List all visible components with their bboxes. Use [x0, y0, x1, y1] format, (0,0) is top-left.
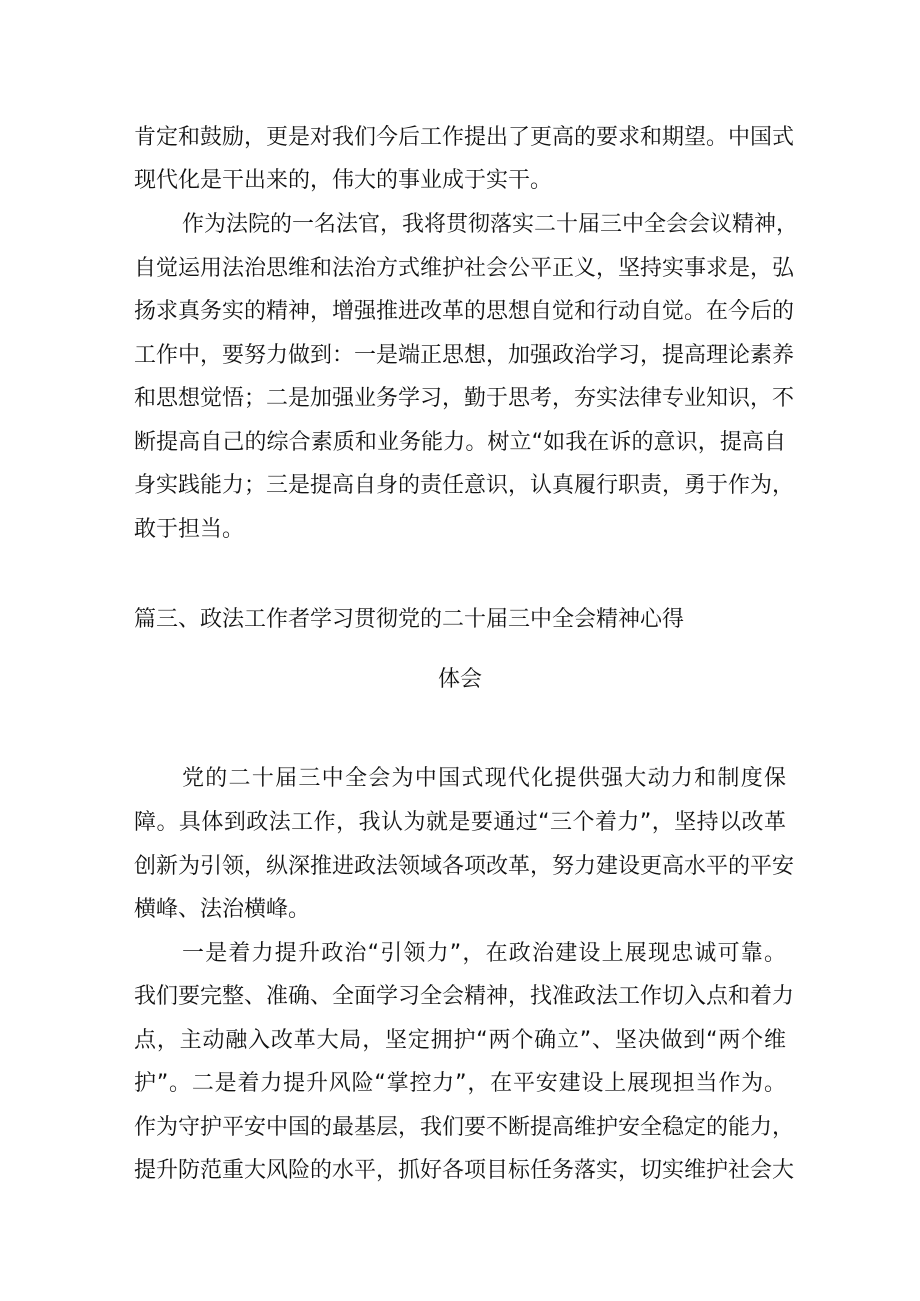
paragraph-line: 一是着力提升政治“引领力”，在政治建设上展现忠诚可靠。 — [182, 941, 786, 966]
paragraph-line: 创新为引领，纵深推进政法领域各项改革，努力建设更高水平的平安 — [134, 854, 795, 879]
paragraph-line: 我们要完整、准确、全面学习全会精神，找准政法工作切入点和着力 — [134, 984, 795, 1009]
paragraph-line: 肯定和鼓励，更是对我们今后工作提出了更高的要求和期望。中国式 — [134, 125, 795, 150]
paragraph-line: 党的二十届三中全会为中国式现代化提供强大动力和制度保 — [182, 766, 786, 791]
paragraph-line: 作为法院的一名法官，我将贯彻落实二十届三中全会会议精神， — [182, 212, 799, 237]
paragraph-line: 作为守护平安中国的最基层，我们要不断提高维护安全稳定的能力， — [134, 1115, 795, 1140]
paragraph-line: 工作中，要努力做到：一是端正思想，加强政治学习，提高理论素养 — [134, 343, 795, 368]
paragraph-line: 扬求真务实的精神，增强推进改革的思想自觉和行动自觉。在今后的 — [134, 299, 795, 324]
paragraph-line: 提升防范重大风险的水平，抓好各项目标任务落实，切实维护社会大 — [134, 1158, 795, 1183]
paragraph-line: 和思想觉悟；二是加强业务学习，勤于思考，夯实法律专业知识，不 — [134, 386, 795, 411]
paragraph-line: 点，主动融入改革大局，坚定拥护“两个确立”、坚决做到“两个维 — [134, 1028, 786, 1053]
paragraph-line: 断提高自己的综合素质和业务能力。树立“如我在诉的意识，提高自 — [134, 430, 786, 455]
section-heading: 篇三、政法工作者学习贯彻党的二十届三中全会精神心得 — [134, 607, 685, 632]
section-heading-continuation: 体会 — [437, 667, 482, 692]
paragraph-line: 敢于担当。 — [134, 517, 245, 542]
paragraph-line: 障。具体到政法工作，我认为就是要通过“三个着力”，坚持以改革 — [134, 810, 786, 835]
paragraph-line: 身实践能力；三是提高自身的责任意识，认真履行职责，勇于作为， — [134, 473, 795, 498]
paragraph-line: 自觉运用法治思维和法治方式维护社会公平正义，坚持实事求是，弘 — [134, 256, 795, 281]
paragraph-line: 横峰、法治横峰。 — [134, 897, 311, 922]
paragraph-line: 现代化是干出来的，伟大的事业成于实干。 — [134, 168, 553, 193]
paragraph-line: 护”。二是着力提升风险“掌控力”，在平安建设上展现担当作为。 — [134, 1071, 786, 1096]
